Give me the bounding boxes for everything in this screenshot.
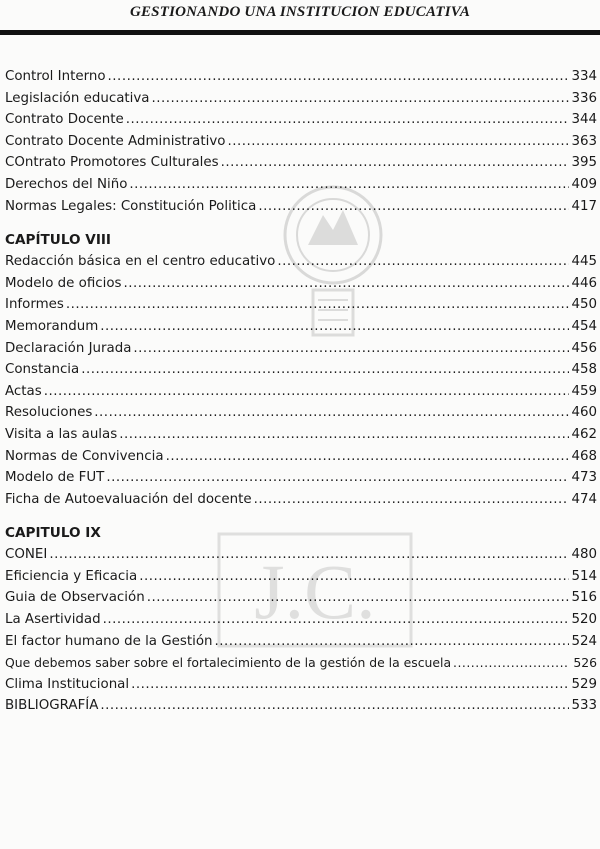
table-of-contents: [5, 66, 597, 717]
toc-entry: [5, 338, 597, 360]
running-head-title: GESTIONANDO UNA INSTITUCION EDUCATIVA: [129, 4, 471, 20]
dot-leader: [129, 174, 569, 196]
dot-leader: [100, 316, 569, 338]
toc-entry-title: Derechos del Niño: [5, 176, 128, 192]
toc-entry-title: Declaración Jurada: [5, 340, 132, 356]
toc-entry-title: Visita a las aulas: [5, 426, 118, 442]
dot-leader: [44, 381, 569, 403]
toc-entry-page: 526: [573, 655, 597, 671]
dot-leader: [152, 88, 570, 110]
dot-leader: [453, 652, 569, 674]
toc-entry: [5, 674, 597, 696]
toc-entry-page: 450: [571, 297, 597, 313]
toc-entry-title: Control Interno: [5, 69, 106, 84]
dot-leader: [124, 273, 569, 295]
dot-leader: [119, 424, 569, 446]
monogram-text: J.C.: [254, 548, 376, 635]
dot-leader: [49, 544, 569, 566]
dot-leader: [100, 695, 569, 717]
toc-entry: [5, 652, 597, 674]
toc-entry: [5, 566, 597, 588]
chapter-heading: CAPITULO IX: [5, 525, 101, 542]
toc-entry: [5, 587, 597, 609]
toc-entry-title: Clima Institucional: [5, 676, 130, 692]
toc-entry-page: 336: [571, 90, 597, 106]
toc-entry-title: Ficha de Autoevaluación del docente: [5, 491, 252, 507]
toc-entry-title: La Asertividad: [5, 612, 101, 628]
toc-entry-title: Modelo de oficios: [5, 275, 122, 291]
dot-leader: [94, 402, 569, 424]
toc-entry: [5, 273, 597, 295]
header-rule: [0, 30, 600, 35]
toc-entry: [5, 152, 597, 174]
dot-leader: [133, 338, 569, 360]
toc-entry-page: 524: [571, 633, 597, 649]
dot-leader: [221, 152, 569, 174]
toc-entry-page: 516: [571, 590, 597, 606]
toc-entry: [5, 446, 597, 468]
dot-leader: [108, 66, 569, 88]
dot-leader: [66, 294, 569, 316]
toc-entry-title: Redacción básica en el centro educativo: [5, 254, 276, 270]
toc-entry: [5, 88, 597, 110]
dot-leader: [147, 587, 569, 609]
toc-entry: [5, 174, 597, 196]
toc-entry: [5, 316, 597, 338]
toc-entry-title: COntrato Promotores Culturales: [5, 155, 219, 171]
toc-entry-title: BIBLIOGRAFÍA: [5, 698, 99, 714]
toc-entry: [5, 631, 597, 653]
toc-entry-title: Constancia: [5, 362, 80, 378]
toc-entry-page: 533: [571, 698, 597, 714]
toc-entry-title: Legislación educativa: [5, 90, 150, 106]
toc-entry-title: Contrato Docente Administrativo: [5, 133, 226, 149]
toc-entry: [5, 109, 597, 131]
toc-entry-page: 454: [571, 318, 597, 334]
toc-entry: [5, 544, 597, 566]
toc-entry-title: Resoluciones: [5, 405, 93, 421]
toc-entry-page: 529: [571, 676, 597, 692]
toc-entry-page: 520: [571, 612, 597, 628]
toc-entry: [5, 131, 597, 153]
toc-entry-title: Que debemos saber sobre el fortalecimiento de la gestión de la escuela: [5, 655, 452, 671]
toc-entry-page: 473: [571, 470, 597, 486]
toc-entry-page: 462: [571, 426, 597, 442]
dot-leader: [227, 131, 569, 153]
toc-entry-page: 468: [571, 448, 597, 464]
dot-leader: [103, 609, 569, 631]
toc-entry-page: 363: [571, 133, 597, 149]
toc-entry-title: Normas Legales: Constitución Politica: [5, 198, 257, 214]
toc-entry-title: Eficiencia y Eficacia: [5, 568, 138, 584]
dot-leader: [258, 196, 569, 218]
page-header: [0, 0, 600, 44]
dot-leader: [277, 251, 569, 273]
toc-entry: [5, 402, 597, 424]
toc-entry-title: El factor humano de la Gestión: [5, 633, 213, 649]
toc-entry-page: 456: [571, 340, 597, 356]
toc-entry: [5, 695, 597, 717]
toc-entry-page: 417: [571, 198, 597, 214]
toc-entry: [5, 294, 597, 316]
toc-entry-page: 514: [571, 568, 597, 584]
dot-leader: [254, 489, 569, 511]
toc-entry: [5, 359, 597, 381]
toc-entry-page: 459: [571, 383, 597, 399]
toc-entry-title: Modelo de FUT: [5, 470, 105, 486]
toc-entry: [5, 66, 597, 88]
toc-entry-title: Contrato Docente: [5, 112, 124, 128]
toc-entry-page: 334: [571, 69, 597, 84]
toc-entry-page: 344: [571, 112, 597, 128]
toc-entry: [5, 467, 597, 489]
toc-entry-page: 480: [571, 547, 597, 563]
toc-entry-page: 458: [571, 362, 597, 378]
dot-leader: [139, 566, 569, 588]
toc-entry-title: Guia de Observación: [5, 590, 145, 606]
toc-entry: [5, 251, 597, 273]
toc-entry-page: 446: [571, 275, 597, 291]
toc-entry: [5, 424, 597, 446]
toc-entry-page: 409: [571, 176, 597, 192]
toc-entry-title: Normas de Convivencia: [5, 448, 164, 464]
toc-entry-title: Informes: [5, 297, 64, 313]
dot-leader: [126, 109, 569, 131]
toc-entry-page: 395: [571, 155, 597, 171]
toc-entry: [5, 609, 597, 631]
dot-leader: [215, 631, 569, 653]
chapter-heading: CAPÍTULO VIII: [5, 232, 111, 249]
toc-entry: [5, 381, 597, 403]
dot-leader: [106, 467, 569, 489]
dot-leader: [81, 359, 569, 381]
toc-entry-page: 445: [571, 254, 597, 270]
toc-entry-page: 474: [571, 491, 597, 507]
dot-leader: [166, 446, 569, 468]
toc-entry-title: Actas: [5, 383, 42, 399]
toc-entry-title: CONEI: [5, 547, 48, 563]
toc-entry-page: 460: [571, 405, 597, 421]
toc-entry: [5, 489, 597, 511]
toc-entry-title: Memorandum: [5, 318, 99, 334]
dot-leader: [131, 674, 569, 696]
toc-entry: [5, 196, 597, 218]
